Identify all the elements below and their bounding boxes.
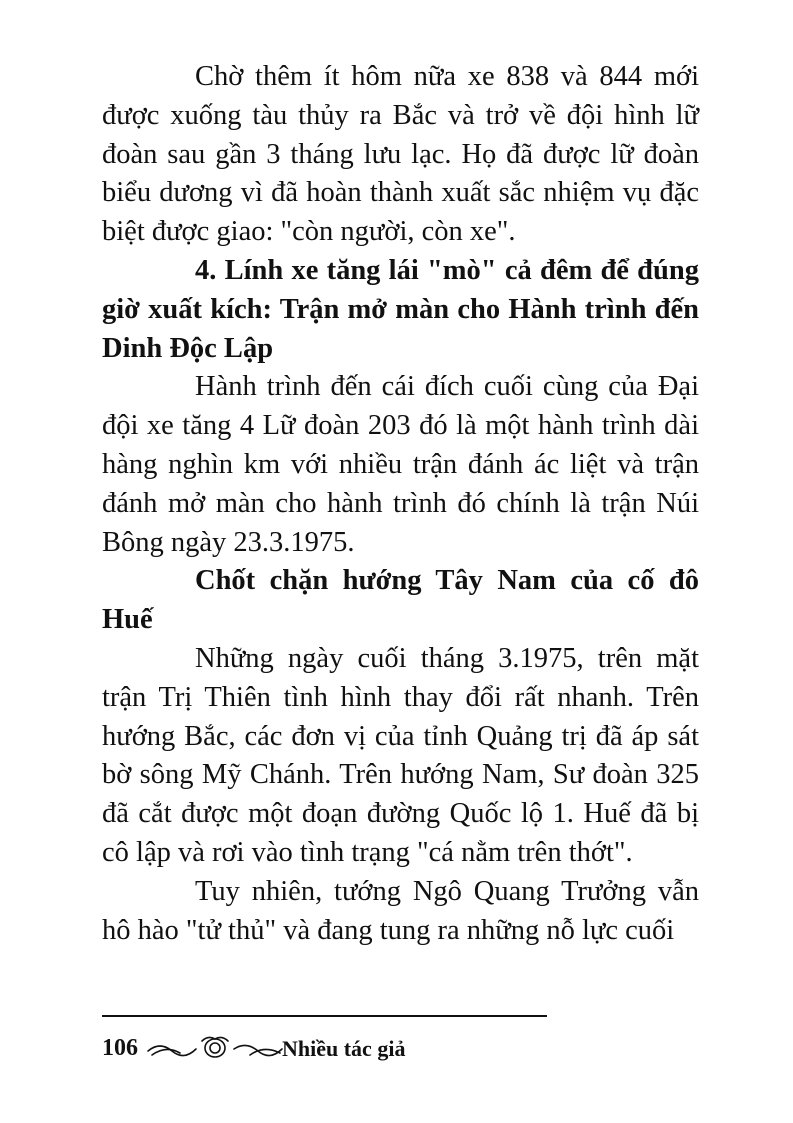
page-body: [102, 58, 699, 950]
paragraph-2: Hành trình đến cái đích cuối cùng của Đại đội xe tăng 4 Lữ đoàn 203 đó là một hành trình dài hàng nghìn km với nhiều trận đánh ác liệt và trận đánh mở màn cho hành trình đó chính là trận Núi Bông ngày 23.3.1975.: [102, 371, 699, 558]
paragraph-3: Những ngày cuối tháng 3.1975, trên mặt trận Trị Thiên tình hình thay đổi rất nhanh. Trên hướng Bắc, các đơn vị của tỉnh Quảng trị đã áp sát bờ sông Mỹ Chánh. Trên hướng Nam, Sư đoàn 325 đã cắt được một đoạn đường Quốc lộ 1. Huế đã bị cô lập và rơi vào tình trạng "cá nằm trên thớt".: [102, 642, 699, 868]
page-footer: [102, 1015, 547, 1063]
footer-divider: [102, 1015, 547, 1017]
subheading-hue: Chốt chặn hướng Tây Nam của cố đô Huế: [102, 565, 699, 636]
ornament-icon: [146, 1031, 284, 1063]
page-number: 106: [102, 1035, 138, 1061]
paragraph-1: Chờ thêm ít hôm nữa xe 838 và 844 mới được xuống tàu thủy ra Bắc và trở về đội hình lữ đoàn sau gần 3 tháng lưu lạc. Họ đã được lữ đoàn biểu dương vì đã hoàn thành xuất sắc nhiệm vụ đặc biệt được giao: "còn người, còn xe".: [102, 61, 699, 248]
paragraph-4: Tuy nhiên, tướng Ngô Quang Trưởng vẫn hô hào "tử thủ" và đang tung ra những nỗ lực cuối: [102, 875, 699, 946]
section-heading-4: 4. Lính xe tăng lái "mò" cả đêm để đúng giờ xuất kích: Trận mở màn cho Hành trình đến Dinh Độc Lập: [102, 254, 699, 364]
footer-author: Nhiều tác giả: [282, 1036, 406, 1061]
